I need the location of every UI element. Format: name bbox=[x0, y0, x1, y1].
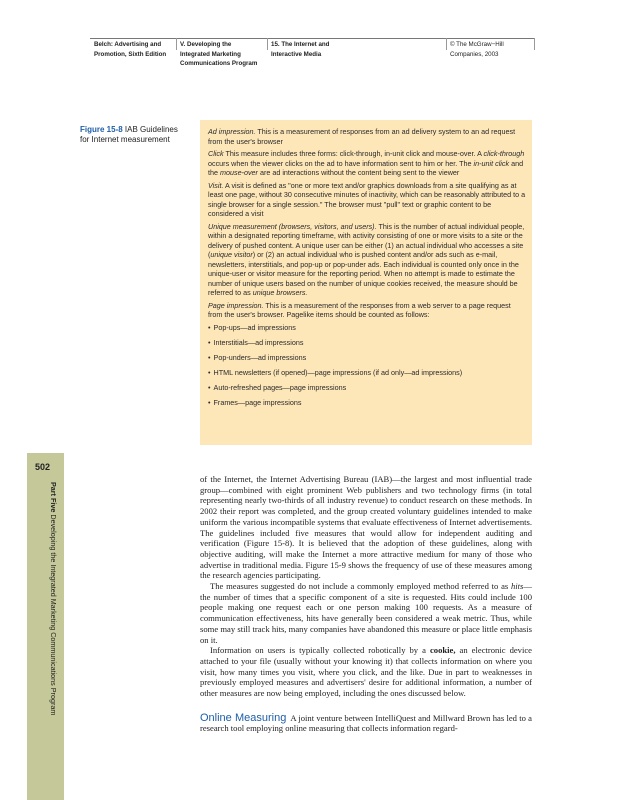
ad-impression-definition bbox=[208, 127, 526, 146]
header-line: V. Developing the bbox=[180, 41, 232, 48]
header-line: Belch: Advertising and bbox=[94, 41, 162, 48]
header-line: Companies, 2003 bbox=[450, 50, 499, 58]
definition-text: are ad interactions without the content being sent to the viewer bbox=[257, 168, 460, 177]
header-chapter-title bbox=[271, 40, 421, 59]
page-impression-definition bbox=[208, 301, 526, 320]
section-heading: Online Measuring bbox=[200, 711, 287, 724]
header-divider bbox=[534, 38, 535, 50]
section-label: Developing the Integrated Marketing Communications Program bbox=[49, 514, 58, 716]
list-item: • Pop-ups—ad impressions bbox=[208, 323, 526, 333]
term: hits bbox=[510, 581, 524, 592]
page-number: 502 bbox=[35, 462, 51, 472]
list-item: • Interstitials—ad impressions bbox=[208, 338, 526, 348]
term: Click bbox=[208, 149, 224, 158]
header-line: 15. The Internet and bbox=[271, 41, 330, 48]
header-divider bbox=[176, 38, 177, 50]
definition-text: This is a measurement of the responses from a web server to a page request from the user's browser. Pagelike items should be counted as follows: bbox=[208, 300, 511, 319]
term: Unique measurement (browsers, visitors, and users). bbox=[208, 221, 377, 231]
list-item: • Auto-refreshed pages—page impressions bbox=[208, 383, 526, 393]
figure-caption bbox=[80, 125, 188, 145]
pagelike-items-list bbox=[208, 323, 526, 408]
body-text bbox=[200, 474, 532, 734]
term: unique visitor bbox=[210, 250, 253, 259]
term: Visit. bbox=[208, 180, 224, 190]
paragraph-text: Information on users is typically collected robotically by a bbox=[210, 645, 430, 656]
paragraph-text: The measures suggested do not include a commonly employed method referred to as bbox=[210, 581, 511, 592]
term: in-unit click bbox=[473, 158, 510, 168]
header-part-title bbox=[180, 40, 266, 69]
header-divider bbox=[446, 38, 447, 50]
header-line: © The McGraw−Hill bbox=[450, 41, 504, 48]
term: click-through bbox=[483, 149, 525, 158]
header-copyright bbox=[450, 40, 530, 59]
definition-text: This is a measurement of responses from an ad delivery system to an ad request from the user's browser bbox=[208, 127, 516, 146]
visit-definition bbox=[208, 181, 526, 219]
figure-box-content bbox=[208, 127, 526, 413]
term: cookie, bbox=[429, 645, 456, 656]
unique-measurement-definition bbox=[208, 222, 526, 298]
list-item: • Pop-unders—ad impressions bbox=[208, 353, 526, 363]
definition-text: This is the number of actual individual people, within a designated reporting timeframe, with activity consisting of one or more visits to a site or the delivery of pushed content. A unique user can be either (1) an actual individual who accesses a site ( bbox=[208, 221, 525, 259]
term: Ad impression. bbox=[208, 127, 256, 136]
list-item: • HTML newsletters (if opened)—page impressions (if ad only—ad impressions) bbox=[208, 368, 526, 378]
header-line: Integrated Marketing bbox=[180, 50, 241, 58]
figure-number: Figure 15-8 bbox=[80, 125, 123, 134]
figure-caption-text: IAB Guidelines for Internet measurement bbox=[80, 125, 178, 144]
running-section-title bbox=[38, 482, 58, 762]
part-label: Part Five bbox=[49, 482, 58, 513]
header-book-title bbox=[94, 40, 174, 59]
paragraph bbox=[200, 713, 532, 734]
paragraph bbox=[200, 645, 532, 699]
definition-text: This measure includes three forms: click-through, in-unit click and mouse-over. A bbox=[223, 149, 484, 158]
header-line: Communications Program bbox=[180, 60, 258, 67]
figure-box bbox=[200, 120, 532, 445]
paragraph bbox=[200, 581, 532, 645]
definition-text: ) or (2) an actual individual who is pushed content and/or ads such as e-mail, newsletters, interstitials, and pop-up or pop-under ads. Each individual is counted only once in the unique-user or visitor measure for the reporting period. When no attempt is made to estimate the number of unique users based on the number of unique cookies received, the measure should be referred to as bbox=[208, 250, 519, 297]
paragraph-text: A joint venture between IntelliQuest and Millward Brown has led to a research tool employing online measuring that collects information regard- bbox=[200, 712, 532, 734]
definition-text: A visit is defined as "one or more text and/or graphics downloads from a site qualifying as at least one page, without 30 consecutive minutes of inactivity, which can be reasonably attributed to a single browser for a single session." The browser must "pull" text or graphic content to be considered a visit bbox=[208, 180, 526, 218]
term: mouse-over bbox=[220, 168, 258, 177]
header-line: Interactive Media bbox=[271, 50, 322, 58]
paragraph-text: —the number of times that a specific component of a site is requested. Hits could include 100 people making one request each or one person making 100 requests. As a measure of communication effectiveness, hits have generally been considered a weak metric. Thus, while some may still track hits, many companies have abandoned this measure or place little emphasis on it. bbox=[200, 581, 532, 645]
paragraph-text: an electronic device attached to your file (usually without your knowing it) that collects information on where you visit, how many times you visit, where you click, and the like. Due in part to weaknesses in previously employed measures and advertisers' desire for additional information, a number of other measures are now being employed, including the ones discussed below. bbox=[200, 645, 532, 699]
definition-text: occurs when the viewer clicks on the ad to have information sent to him or her. The bbox=[208, 158, 474, 168]
definition-text: and the bbox=[208, 158, 524, 177]
term: unique browsers. bbox=[252, 288, 308, 297]
header-rule bbox=[90, 38, 534, 39]
term: Page impression. bbox=[208, 300, 264, 310]
header-divider bbox=[267, 38, 268, 50]
click-definition bbox=[208, 149, 526, 178]
header-line: Promotion, Sixth Edition bbox=[94, 50, 167, 58]
paragraph: of the Internet, the Internet Advertising Bureau (IAB)—the largest and most influential trade group—combined with eight prominent Web publishers and two technology firms (in total representing nearly two-thirds of all industry revenue) to conduct research on these methods. In 2002 their report was completed, and the group created voluntary guidelines intended to make uniform the various incompatible systems that evaluate effectiveness of Internet advertisements. The guidelines included five measures that would allow for independent auditing and verification (Figure 15-8). It is believed that the adoption of these guidelines, along with objective auditing, will make the Internet a more attractive medium for many of those who advertise in traditional media. Figure 15-9 shows the frequency of use of these measures among the research agencies participating. bbox=[200, 474, 532, 581]
list-item: • Frames—page impressions bbox=[208, 398, 526, 408]
